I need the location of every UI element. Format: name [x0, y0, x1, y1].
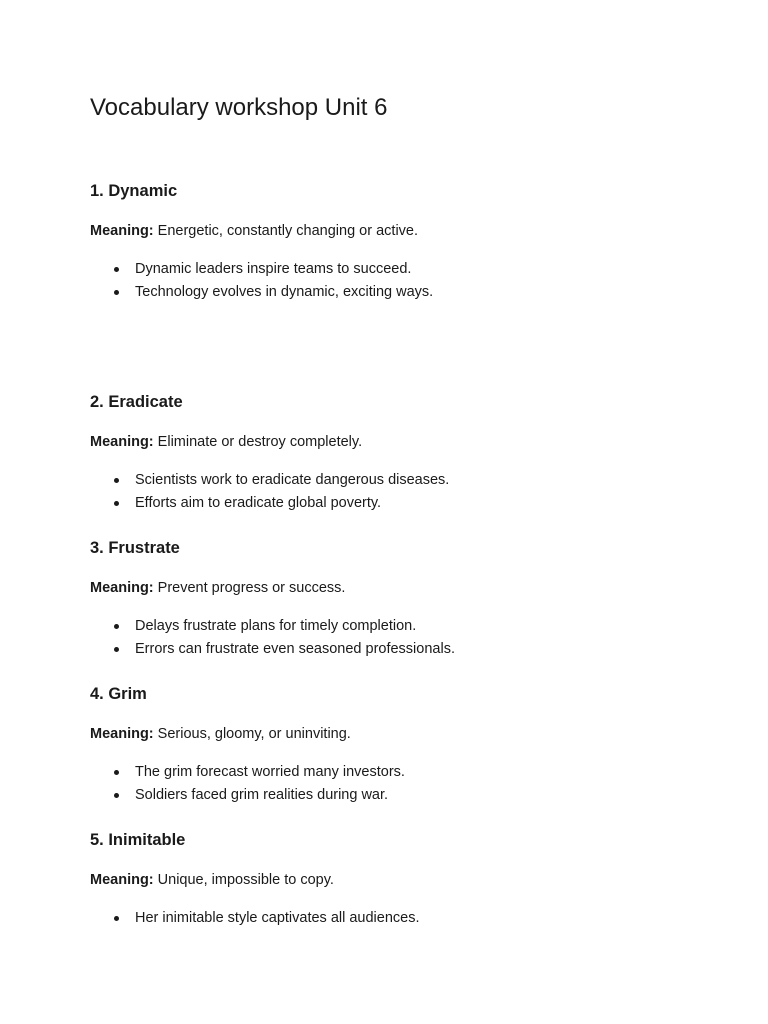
bullet-icon: [114, 647, 119, 652]
meaning-text: Unique, impossible to copy.: [157, 872, 334, 888]
meaning-text: Prevent progress or success.: [157, 580, 346, 596]
meaning-label: Meaning:: [90, 223, 154, 239]
example-item: [90, 908, 420, 931]
example-text: Soldiers faced grim realities during war.: [135, 787, 389, 803]
meaning-text: Energetic, constantly changing or active.: [157, 223, 419, 239]
vocab-entry: [90, 829, 710, 926]
bullet-icon: [114, 478, 119, 483]
bullet-icon: [114, 770, 119, 775]
bullet-icon: [114, 290, 119, 295]
example-item: [90, 493, 449, 516]
meaning-label: Meaning:: [90, 726, 154, 742]
bullet-icon: [114, 624, 119, 629]
example-item: [90, 259, 433, 282]
term-heading: 1. Dynamic: [90, 182, 178, 200]
bullet-icon: [114, 793, 119, 798]
example-list: [90, 616, 455, 662]
meaning-line: [90, 432, 362, 452]
example-item: [90, 616, 455, 639]
bullet-icon: [114, 501, 119, 506]
example-list: [90, 908, 420, 931]
meaning-label: Meaning:: [90, 872, 154, 888]
example-item: [90, 762, 405, 785]
example-text: Dynamic leaders inspire teams to succeed.: [135, 261, 412, 277]
term-heading: 4. Grim: [90, 685, 147, 703]
meaning-line: [90, 578, 345, 598]
vocab-entry: [90, 537, 710, 657]
document-title: Vocabulary workshop Unit 6: [90, 94, 388, 121]
example-item: [90, 785, 405, 808]
vocab-entry: [90, 683, 710, 803]
meaning-label: Meaning:: [90, 434, 154, 450]
term-heading: 2. Eradicate: [90, 393, 183, 411]
meaning-line: [90, 221, 418, 241]
example-text: Errors can frustrate even seasoned professionals.: [135, 641, 455, 657]
example-text: Her inimitable style captivates all audiences.: [135, 910, 420, 926]
bullet-icon: [114, 916, 119, 921]
example-list: [90, 762, 405, 808]
bullet-icon: [114, 267, 119, 272]
meaning-line: [90, 724, 351, 744]
example-text: Delays frustrate plans for timely completion.: [135, 618, 417, 634]
example-text: Scientists work to eradicate dangerous diseases.: [135, 472, 450, 488]
meaning-line: [90, 870, 334, 890]
meaning-text: Eliminate or destroy completely.: [157, 434, 363, 450]
example-item: [90, 282, 433, 305]
example-text: Technology evolves in dynamic, exciting ways.: [135, 284, 434, 300]
meaning-text: Serious, gloomy, or uninviting.: [157, 726, 351, 742]
vocab-entry: [90, 391, 710, 511]
example-item: [90, 639, 455, 662]
example-list: [90, 470, 449, 516]
example-text: The grim forecast worried many investors.: [135, 764, 405, 780]
example-item: [90, 470, 449, 493]
term-heading: 5. Inimitable: [90, 831, 186, 849]
term-heading: 3. Frustrate: [90, 539, 180, 557]
meaning-label: Meaning:: [90, 580, 154, 596]
vocab-entry: [90, 180, 710, 300]
example-text: Efforts aim to eradicate global poverty.: [135, 495, 382, 511]
example-list: [90, 259, 433, 305]
